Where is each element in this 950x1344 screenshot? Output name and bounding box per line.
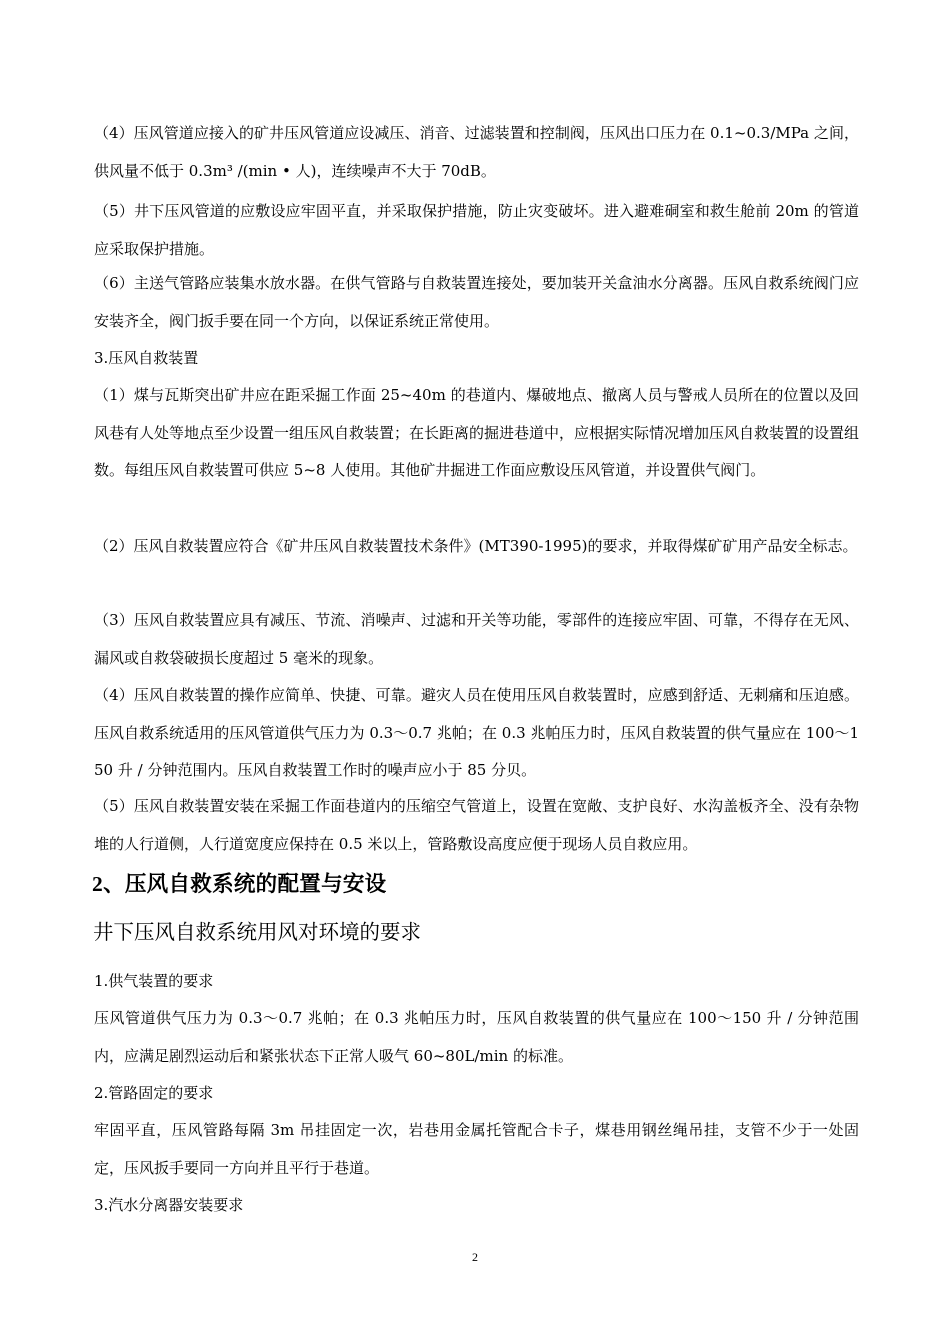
requirement-1-title: 1.供气装置的要求 [94,972,214,990]
section-2-heading [92,869,386,900]
section-3-title: 3.压风自救装置 [94,349,199,367]
paragraph-device-3: （3）压风自救装置应具有减压、节流、消噪声、过滤和开关等功能，零部件的连接应牢固、可靠，不得存在无风、漏风或自救袋破损长度超过 5 毫米的现象。 [94,611,859,667]
paragraph-device-5: （5）压风自救装置安装在采掘工作面巷道内的压缩空气管道上，设置在宽敞、支护良好、水沟盖板齐全、没有杂物堆的人行道侧，人行道宽度应保持在 0.5 米以上，管路敷设高度应便于现场人员自救应用。 [94,797,859,853]
section-2-title: 、压风自救系统的配置与安设 [103,872,387,897]
paragraph-device-4: （4）压风自救装置的操作应简单、快捷、可靠。避灾人员在使用压风自救装置时，应感到舒适、无刺痛和压迫感。压风自救系统适用的压风管道供气压力为 0.3～0.7 兆帕；在 0.3 兆帕压力时，压风自救装置的供气量应在 100～150 升 / 分钟范围内。压风自救装置工作时的噪声应小于 85 分贝。 [94,686,859,779]
requirement-2-title: 2.管路固定的要求 [94,1084,214,1102]
page-number: 2 [472,1250,478,1264]
paragraph-device-2: （2）压风自救装置应符合《矿井压风自救装置技术条件》(MT390-1995)的要求，并取得煤矿矿用产品安全标志。 [94,537,858,555]
requirement-3-title: 3.汽水分离器安装要求 [94,1196,244,1214]
requirement-2-body: 牢固平直，压风管路每隔 3m 吊挂固定一次，岩巷用金属托管配合卡子，煤巷用钢丝绳吊挂，支管不少于一处固定，压风扳手要同一方向并且平行于巷道。 [94,1121,859,1177]
paragraph-device-1: （1）煤与瓦斯突出矿井应在距采掘工作面 25~40m 的巷道内、爆破地点、撤离人员与警戒人员所在的位置以及回风巷有人处等地点至少设置一组压风自救装置；在长距离的掘进巷道中，应根据实际情况增加压风自救装置的设置组数。每组压风自救装置可供应 5~8 人使用。其他矿井掘进工作面应敷设压风管道，并设置供气阀门。 [94,386,860,479]
requirement-1-body: 压风管道供气压力为 0.3～0.7 兆帕；在 0.3 兆帕压力时，压风自救装置的供气量应在 100～150 升 / 分钟范围内，应满足剧烈运动后和紧张状态下正常人吸气 60~80L/min 的标准。 [94,1009,859,1065]
paragraph-pipe-5: （5）井下压风管道的应敷设应牢固平直，并采取保护措施，防止灾变破坏。进入避难硐室和救生舱前 20m 的管道应采取保护措施。 [94,202,859,258]
subheading: 井下压风自救系统用风对环境的要求 [93,920,421,944]
section-2-number: 2 [92,872,104,896]
paragraph-pipe-4: （4）压风管道应接入的矿井压风管道应设减压、消音、过滤装置和控制阀，压风出口压力在 0.1~0.3/MPa 之间，供风量不低于 0.3m³ /(min • 人)，连续噪声不大于 70dB。 [94,124,859,180]
paragraph-pipe-6: （6）主送气管路应装集水放水器。在供气管路与自救装置连接处，要加装开关盒油水分离器。压风自救系统阀门应安装齐全，阀门扳手要在同一个方向，以保证系统正常使用。 [94,274,859,330]
